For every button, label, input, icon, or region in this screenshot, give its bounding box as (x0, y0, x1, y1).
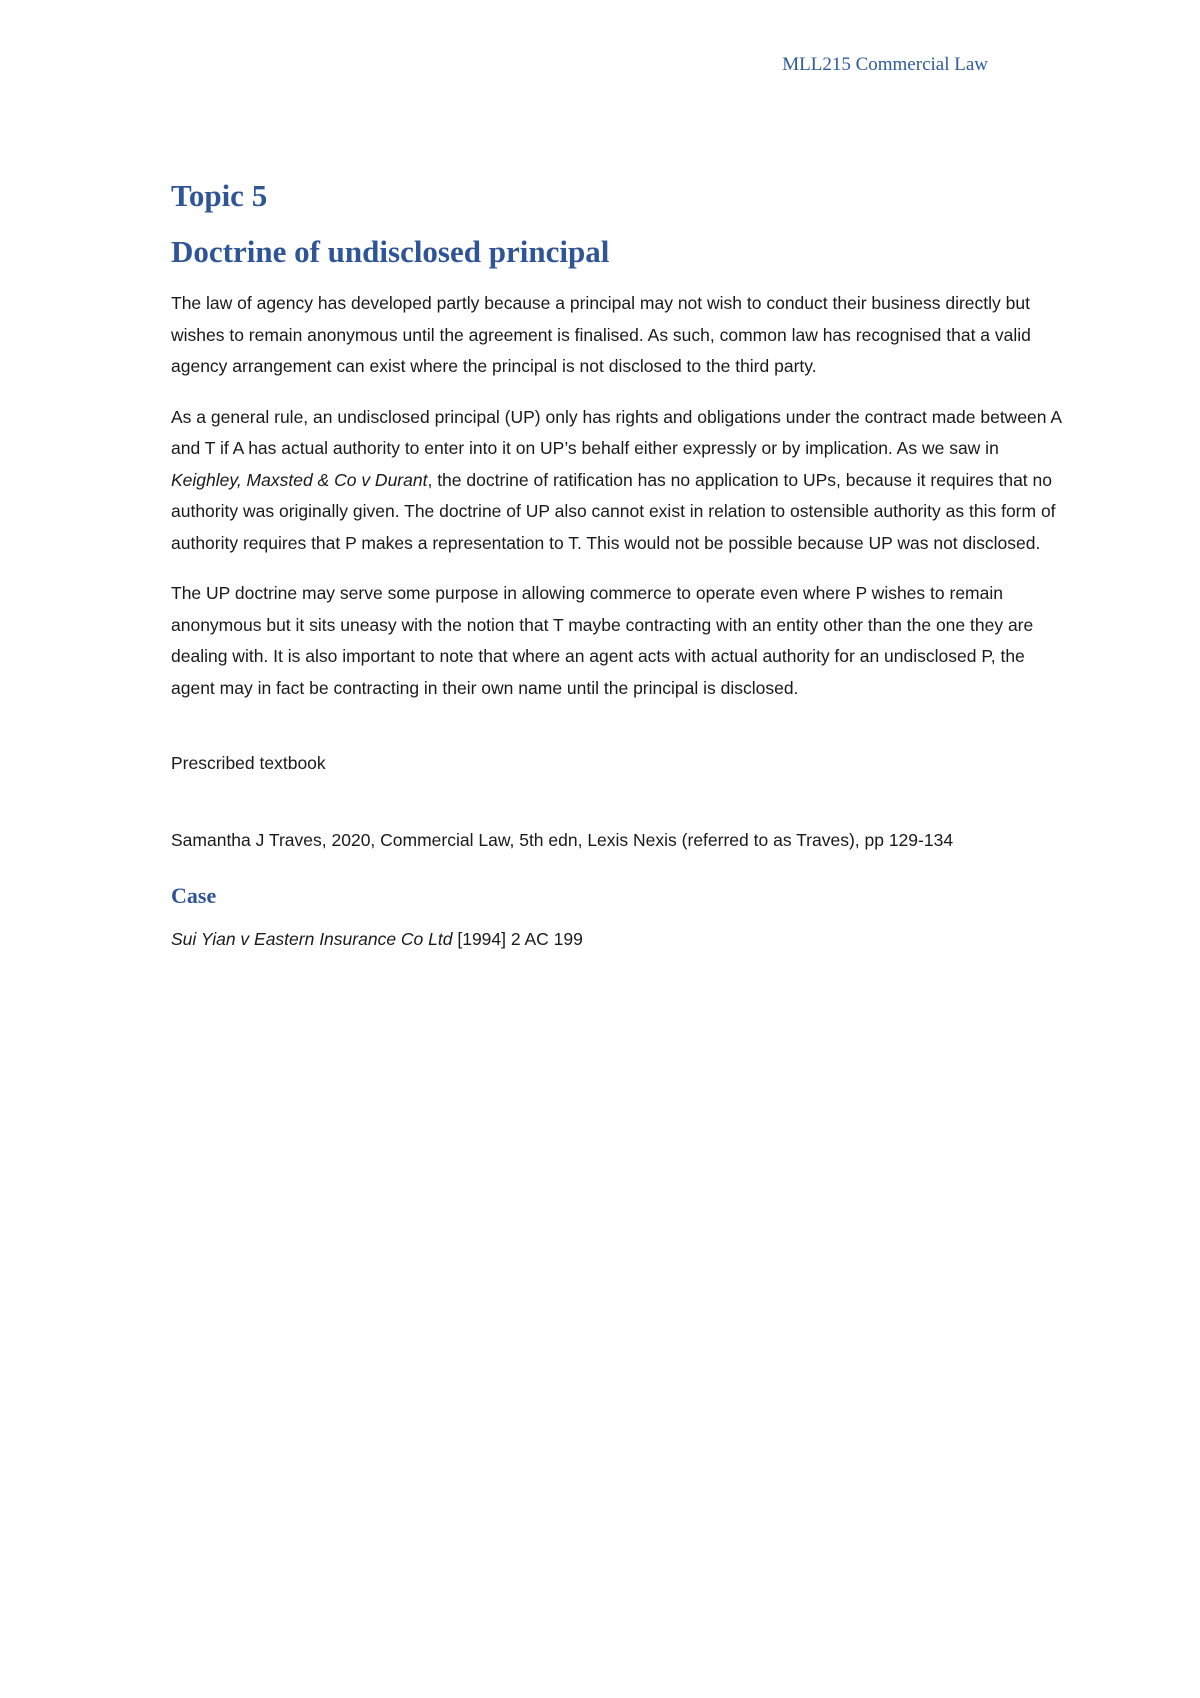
paragraph-general-rule-text: As a general rule, an undisclosed principal (UP) only has rights and obligations under the contract made between A and T if A has actual authority to enter into it on UP’s behalf either expressly or by implication. As we saw in (171, 406, 1062, 458)
textbook-label: Prescribed textbook (171, 753, 326, 773)
paragraph-general-rule-text-cont: , the doctrine of ratification has no application to UPs, because it requires that no authority was originally given. The doctrine of UP also cannot exist in relation to ostensible authority as this form of authority requires that P makes a representation to T. This would not be possible because UP was not disclosed. (171, 469, 1056, 553)
topic-title: Topic 5 (171, 178, 268, 213)
case-name-sui-yian: Sui Yian v Eastern Insurance Co Ltd (171, 929, 453, 949)
case-name-keighley: Keighley, Maxsted & Co v Durant (171, 469, 428, 490)
textbook-citation: Samantha J Traves, 2020, Commercial Law, 5th edn, Lexis Nexis (referred to as Traves), pp 129-134 (171, 829, 954, 850)
paragraph-intro: The law of agency has developed partly because a principal may not wish to conduct their business directly but wishes to remain anonymous until the agreement is finalised. As such, common law has recognised that a valid agency arrangement can exist where the principal is not disclosed to the third party. (171, 293, 1031, 376)
document-body (171, 176, 1071, 956)
paragraph-general-rule (171, 402, 1071, 560)
case-heading: Case (171, 883, 217, 908)
paragraph-purpose: The UP doctrine may serve some purpose in allowing commerce to operate even where P wishes to remain anonymous but it sits uneasy with the notion that T maybe contracting with an entity other than the one they are dealing with. It is also important to note that where an agent acts with actual authority for an undisclosed P, the agent may in fact be contracting in their own name until the principal is disclosed. (171, 583, 1034, 698)
header-course-name: MLL215 Commercial Law (782, 54, 988, 75)
case-citation (171, 924, 1071, 956)
doc-title: Doctrine of undisclosed principal (171, 234, 610, 269)
case-reference: [1994] 2 AC 199 (452, 929, 583, 949)
